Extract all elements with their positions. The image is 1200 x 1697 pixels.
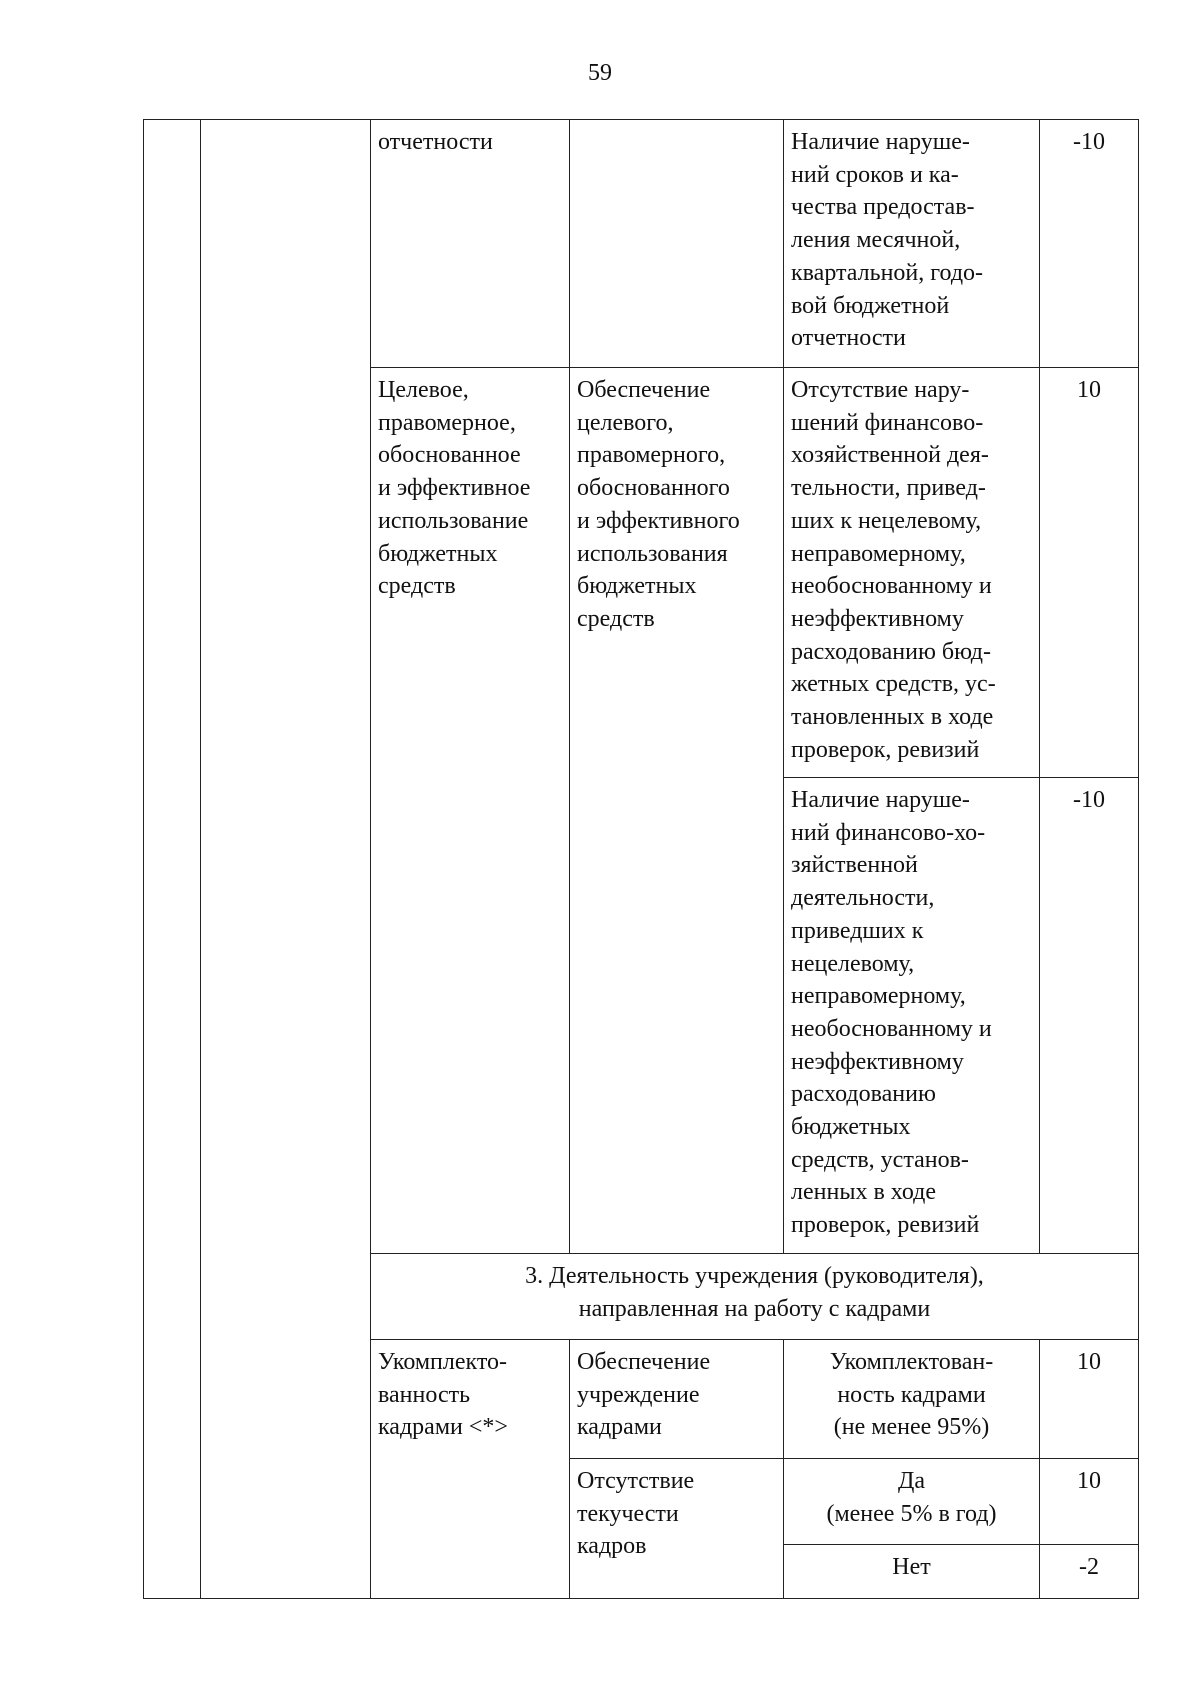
score-cell: -2 <box>1040 1545 1139 1599</box>
score-cell: -10 <box>1040 778 1139 1254</box>
score-cell: 10 <box>1040 1459 1139 1545</box>
indicator-cell: Отсутствие нару- шений финансово- хозяйственной дея- тельности, привед- ших к нецелевому, неправомерному, необоснованному и неэффективному расходованию бюд- жетных средств, ус- тановленных в ходе проверок, ревизий <box>784 368 1040 778</box>
condition-cell: Обеспечение целевого, правомерного, обоснованного и эффективного использования бюджетных средств <box>570 368 784 1254</box>
condition-cell <box>570 120 784 368</box>
evaluation-criteria-table <box>143 119 1139 1599</box>
indicator-cell: Укомплектован- ность кадрами (не менее 95%) <box>784 1340 1040 1459</box>
table-row <box>144 120 1139 368</box>
score-cell: 10 <box>1040 368 1139 778</box>
indicator-cell: Да (менее 5% в год) <box>784 1459 1040 1545</box>
condition-cell: Обеспечение учреждение кадрами <box>570 1340 784 1459</box>
score-cell: -10 <box>1040 120 1139 368</box>
number-column-cell <box>144 120 201 1599</box>
page-number: 59 <box>588 60 612 86</box>
indicator-cell: Наличие наруше- ний сроков и ка- чества предостав- ления месячной, квартальной, годо- вой бюджетной отчетности <box>784 120 1040 368</box>
criterion-cell: Укомплекто- ванность кадрами <*> <box>371 1340 570 1599</box>
section-header: 3. Деятельность учреждения (руководителя), направленная на работу с кадрами <box>371 1254 1139 1340</box>
score-cell: 10 <box>1040 1340 1139 1459</box>
indicator-cell: Наличие наруше- ний финансово-хо- зяйственной деятельности, приведших к нецелевому, неправомерному, необоснованному и неэффективному расходованию бюджетных средств, установ- ленных в ходе проверок, ревизий <box>784 778 1040 1254</box>
condition-cell: Отсутствие текучести кадров <box>570 1459 784 1599</box>
section-column-cell <box>201 120 371 1599</box>
criterion-cell: отчетности <box>371 120 570 368</box>
criterion-cell: Целевое, правомерное, обоснованное и эффективное использование бюджетных средств <box>371 368 570 1254</box>
indicator-cell: Нет <box>784 1545 1040 1599</box>
